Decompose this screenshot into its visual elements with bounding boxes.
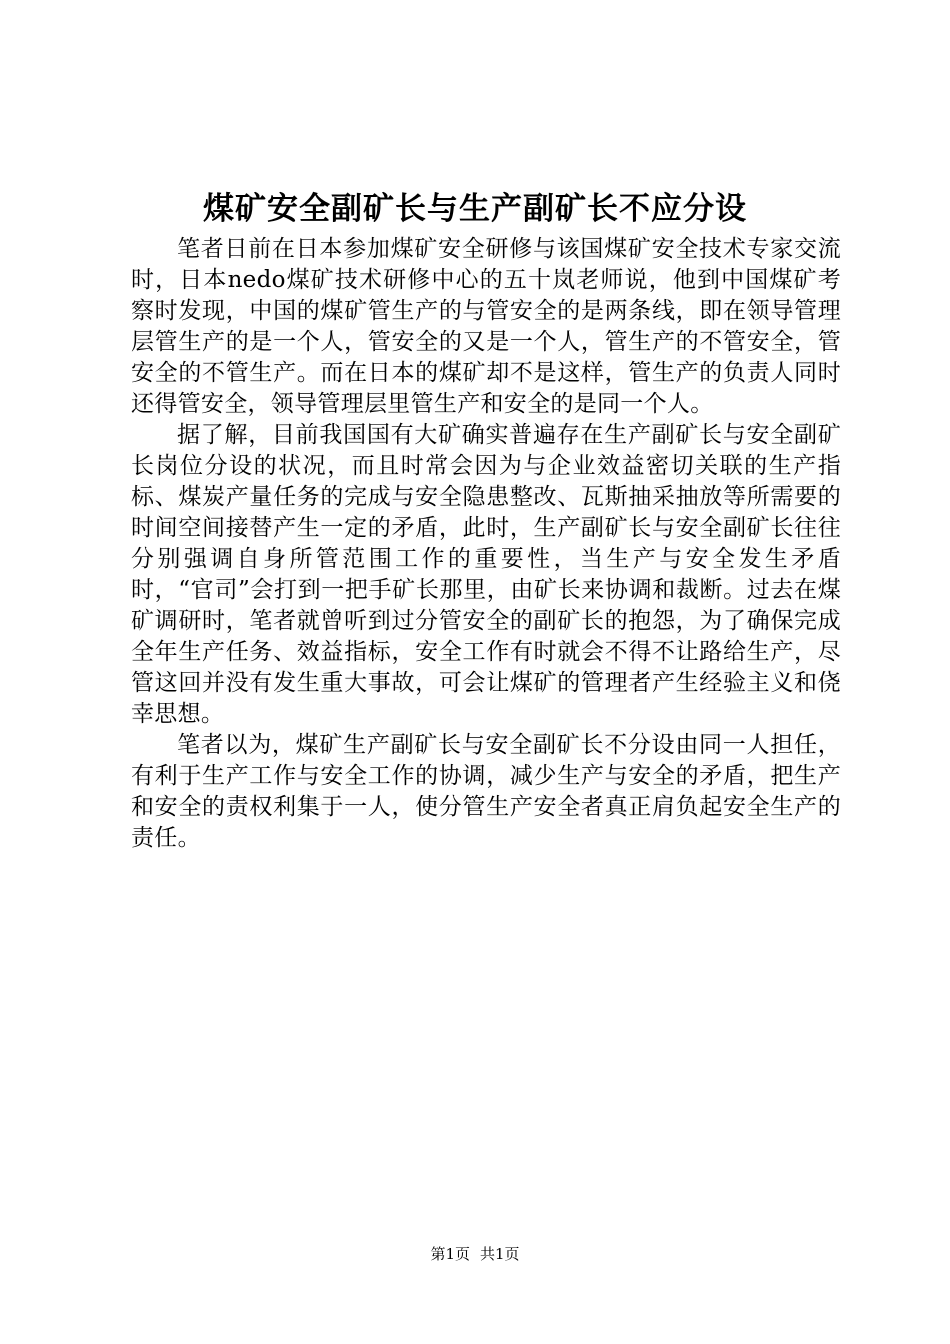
paragraph-2: 据了解，目前我国国有大矿确实普遍存在生产副矿长与安全副矿长岗位分设的状况，而且时常会因为与企业效益密切关联的生产指标、煤炭产量任务的完成与安全隐患整改、瓦斯抽采抽放等所需要的时间空间接替产生一定的矛盾，此时，生产副矿长与安全副矿长往往分别强调自身所管范围工作的重要性，当生产与安全发生矛盾时，“官司”会打到一把手矿长那里，由矿长来协调和裁断。过去在煤矿调研时，笔者就曾听到过分管安全的副矿长的抱怨，为了确保完成全年生产任务、效益指标，安全工作有时就会不得不让路给生产，尽管这回并没有发生重大事故，可会让煤矿的管理者产生经验主义和侥幸思想。: [131, 422, 841, 727]
paragraph-3: 笔者以为，煤矿生产副矿长与安全副矿长不分设由同一人担任，有利于生产工作与安全工作的协调，减少生产与安全的矛盾，把生产和安全的责权利集于一人，使分管生产安全者真正肩负起安全生产的责任。: [131, 732, 841, 851]
page-footer: [0, 1243, 950, 1265]
page-total: 共1页: [480, 1245, 520, 1263]
paragraph-1: 笔者日前在日本参加煤矿安全研修与该国煤矿安全技术专家交流时，日本nedo煤矿技术研修中心的五十岚老师说，他到中国煤矿考察时发现，中国的煤矿管生产的与管安全的是两条线，即在领导管理层管生产的是一个人，管安全的又是一个人，管生产的不管安全，管安全的不管生产。而在日本的煤矿却不是这样，管生产的负责人同时还得管安全，领导管理层里管生产和安全的是同一个人。: [131, 236, 841, 417]
document-title: 煤矿安全副矿长与生产副矿长不应分设: [203, 191, 747, 227]
page-number: 第1页: [430, 1245, 470, 1263]
document-body: [131, 234, 841, 854]
